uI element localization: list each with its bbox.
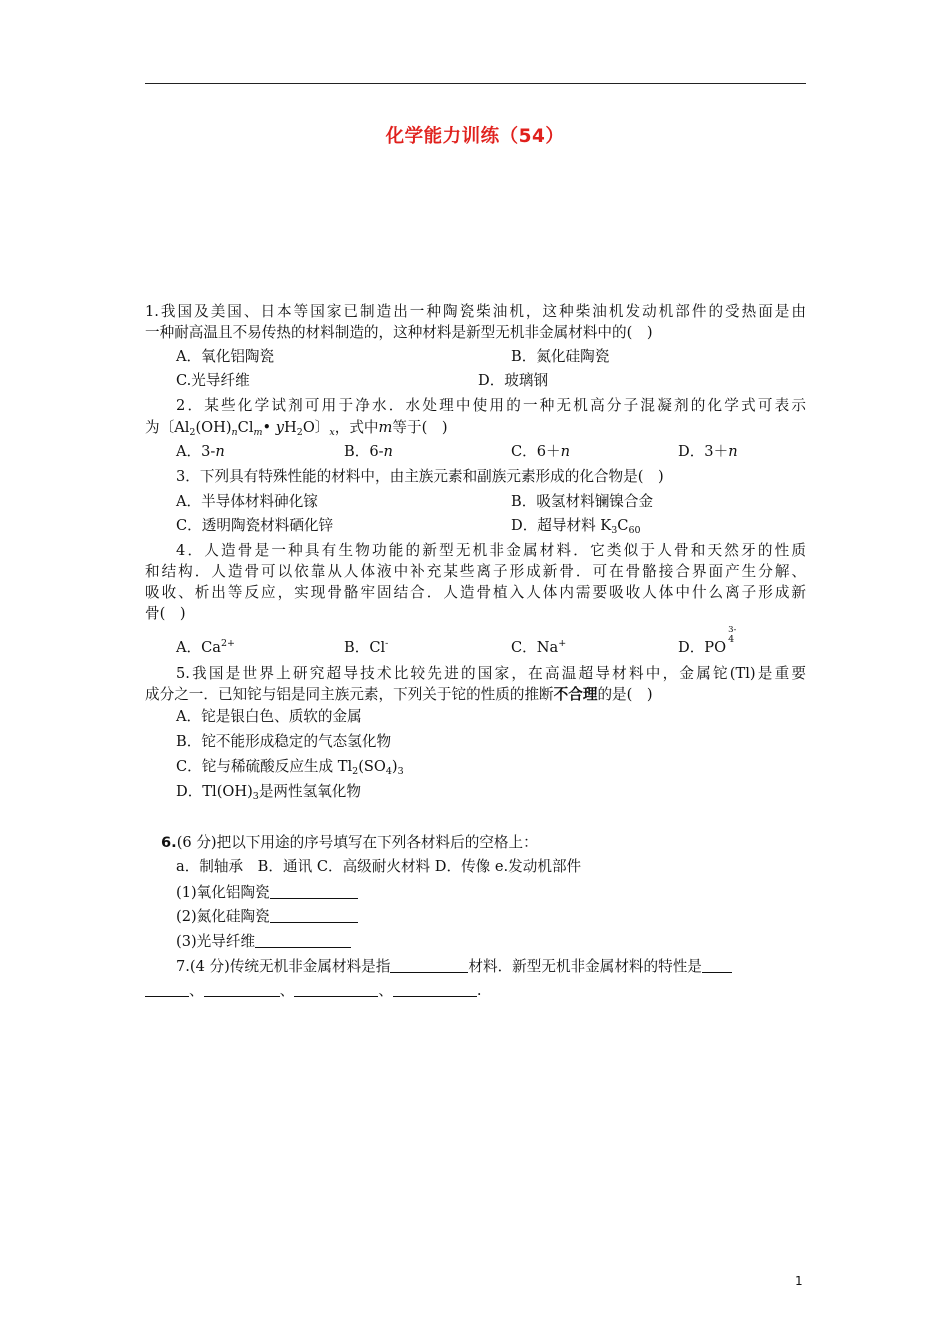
answer-blank[interactable] — [393, 982, 477, 997]
answer-blank[interactable] — [270, 908, 358, 923]
q2-option-d: D．3＋n — [678, 443, 738, 460]
q4-option-a: A．$Ca^{2+}$ — [176, 638, 236, 656]
q5-option-d: D．$Tl(OH)_3$是两性氢氧化物 — [176, 783, 361, 802]
answer-blank[interactable] — [702, 958, 732, 973]
q4-option-c: C．Na+ — [511, 638, 567, 656]
q6-uses: a．制轴承 B．通讯 C．高级耐火材料 D．传像 e.发动机部件 — [176, 858, 582, 875]
q3-line1: 3．下列具有特殊性能的材料中，由主族元素和副族元素形成的化合物是( ) — [176, 468, 664, 485]
q2-option-b: B．6-n — [344, 443, 393, 460]
emphasis-not-reasonable: 不合理 — [553, 686, 598, 703]
q1-option-d: D．玻璃钢 — [478, 372, 549, 389]
q4-line4: 骨( ) — [145, 605, 186, 622]
q2-option-c: C．6＋n — [511, 443, 571, 460]
q6-item2: (2)氮化硅陶瓷 — [176, 907, 358, 927]
q4-line3: 吸收、析出等反应，实现骨骼牢固结合．人造骨植入人体内需要吸收人体中什么离子形成新 — [145, 584, 806, 601]
q4-line1: 4．人造骨是一种具有生物功能的新型无机非金属材料．它类似于人骨和天然牙的性质 — [176, 542, 806, 559]
q2-line2: 为〔$Al_2(OH)_nCl_m•$ $yH_2O$〕$_x$，式中m等于( ) — [145, 419, 448, 438]
q4-option-d: D．PO 3- 4 — [678, 625, 737, 656]
q7-line1: 7.(4 分)传统无机非金属材料是指 材料．新型无机非金属材料的特性是 — [176, 957, 732, 977]
answer-blank[interactable] — [204, 982, 280, 997]
q1-line2: 一种耐高温且不易传热的材料制造的，这种材料是新型无机非金属材料中的( ) — [145, 324, 653, 341]
q5-line1: 5.我国是世界上研究超导技术比较先进的国家，在高温超导材料中，金属铊(Tl)是重要 — [176, 665, 806, 682]
q4-line2: 和结构．人造骨可以依靠从人体液中补充某些离子形成新骨．可在骨骼接合界面产生分解、 — [145, 563, 806, 580]
page-number: 1 — [795, 1274, 803, 1288]
answer-blank[interactable] — [145, 982, 189, 997]
answer-blank[interactable] — [294, 982, 378, 997]
q5-option-c: C．铊与稀硫酸反应生成 $Tl_2(SO_4)_3$ — [176, 758, 404, 777]
q5-option-b: B．铊不能形成稳定的气态氢化物 — [176, 733, 392, 750]
q1-option-b: B．氮化硅陶瓷 — [511, 348, 610, 365]
q6-item3: (3)光导纤维 — [176, 932, 351, 952]
q6-item1: (1)氧化铝陶瓷 — [176, 883, 358, 903]
q3-option-b: B．吸氢材料镧镍合金 — [511, 493, 654, 510]
answer-blank[interactable] — [390, 958, 468, 973]
q5-option-a: A．铊是银白色、质软的金属 — [176, 708, 362, 725]
q3-option-c: C．透明陶瓷材料硒化锌 — [176, 517, 334, 534]
q1-line1: 1.我国及美国、日本等国家已制造出一种陶瓷柴油机，这种柴油机发动机部件的受热面是由 — [145, 303, 806, 320]
q1-option-c: C.光导纤维 — [176, 372, 250, 389]
q1-option-a: A．氧化铝陶瓷 — [176, 348, 275, 365]
q7-line2: 、 、 、 . — [145, 981, 481, 1001]
answer-blank[interactable] — [255, 933, 351, 948]
q2-option-a: A．3-n — [176, 443, 225, 460]
answer-blank[interactable] — [270, 884, 358, 899]
q3-option-d: D．超导材料 $K_3C_{60}$ — [511, 517, 641, 536]
q6-line1: 6.(6 分)把以下用途的序号填写在下列各材料后的空格上： — [161, 834, 538, 851]
q5-line2: 成分之一．已知铊与铝是同主族元素，下列关于铊的性质的推断不合理的是( ) — [145, 686, 653, 703]
q4-option-b: B．Cl- — [344, 638, 389, 656]
q2-line1: 2．某些化学试剂可用于净水．水处理中使用的一种无机高分子混凝剂的化学式可表示 — [176, 397, 806, 414]
header-rule — [145, 83, 806, 84]
q3-option-a: A．半导体材料砷化镓 — [176, 493, 318, 510]
page-title: 化学能力训练（54） — [385, 126, 565, 147]
